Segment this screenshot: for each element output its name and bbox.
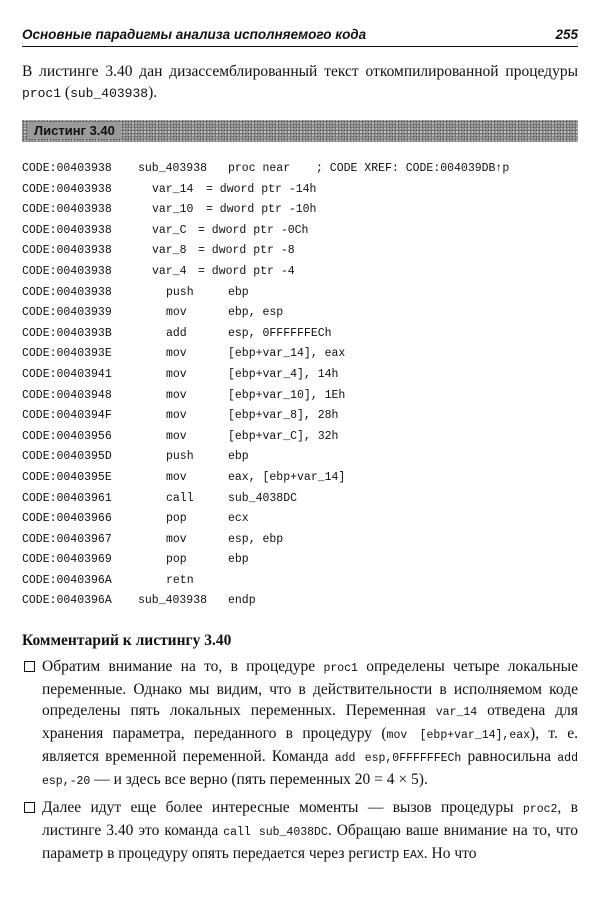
- code-mnemonic: add: [166, 326, 187, 340]
- code-address: CODE:0040393B: [22, 326, 112, 340]
- code-line: [22, 368, 578, 389]
- inline-code: sub_403938: [70, 86, 149, 101]
- code-address: CODE:00403969: [22, 553, 112, 567]
- code-mnemonic: mov: [166, 470, 187, 484]
- code-line: [22, 183, 578, 204]
- intro-paragraph: [22, 61, 578, 104]
- code-mnemonic: push: [166, 285, 194, 299]
- code-mnemonic: var_14: [152, 182, 194, 196]
- code-operand: sub_4038DC: [228, 491, 298, 505]
- page-number: 255: [555, 27, 578, 42]
- code-operand: = dword ptr -8: [198, 244, 295, 258]
- code-mnemonic: retn: [166, 573, 194, 587]
- code-mnemonic: proc near: [228, 162, 291, 175]
- code-operand: = dword ptr -0Ch: [198, 223, 309, 237]
- code-address: CODE:0040395E: [22, 470, 112, 484]
- code-mnemonic: mov: [166, 347, 187, 361]
- code-line: [22, 347, 578, 368]
- code-line: [22, 224, 578, 245]
- code-operand: eax, [ebp+var_14]: [228, 470, 346, 484]
- code-line: [22, 430, 578, 451]
- code-mnemonic: var_C: [152, 223, 187, 237]
- code-operand: ebp: [228, 553, 249, 567]
- code-mnemonic: mov: [166, 367, 187, 381]
- intro-text: ).: [148, 84, 158, 101]
- intro-text: (: [61, 84, 71, 101]
- code-line: [22, 265, 578, 286]
- code-operand: esp, ebp: [228, 532, 284, 546]
- running-head: [22, 27, 578, 47]
- inline-code: mov [ebp+var_14],eax: [386, 729, 531, 742]
- code-label: sub_403938: [138, 162, 208, 175]
- code-address: CODE:00403961: [22, 491, 112, 505]
- bullet-text: . Обращаю ваше внимание на то, что параметр в процедуру опять передается через регистр: [42, 822, 578, 862]
- code-address: CODE:0040393E: [22, 347, 112, 361]
- code-address: CODE:00403938: [22, 285, 112, 299]
- code-operand: ebp: [228, 285, 249, 299]
- code-address: CODE:0040396A: [22, 594, 112, 608]
- code-mnemonic: push: [166, 450, 194, 464]
- code-line: [22, 327, 578, 348]
- code-address: CODE:00403938: [22, 162, 112, 175]
- code-address: CODE:0040394F: [22, 409, 112, 423]
- listing-title-bar: [22, 120, 578, 142]
- code-line: [22, 594, 578, 615]
- code-label: sub_403938: [138, 594, 208, 608]
- code-mnemonic: pop: [166, 512, 187, 526]
- bullet-box-icon: [24, 802, 35, 813]
- code-line: [22, 306, 578, 327]
- inline-code: add esp,0FFFFFFECh: [334, 752, 462, 765]
- code-mnemonic: call: [166, 491, 194, 505]
- code-operand: ebp, esp: [228, 306, 284, 320]
- code-mnemonic: mov: [166, 388, 187, 402]
- code-line: [22, 286, 578, 307]
- commentary-list: [22, 656, 578, 871]
- code-operand: [ebp+var_4], 14h: [228, 367, 339, 381]
- code-address: CODE:00403941: [22, 367, 112, 381]
- code-line: [22, 389, 578, 410]
- code-address: CODE:00403948: [22, 388, 112, 402]
- code-address: CODE:00403967: [22, 532, 112, 546]
- chapter-title: Основные парадигмы анализа исполняемого кода: [22, 27, 367, 42]
- bullet-text: . Но что: [423, 845, 477, 862]
- code-line: [22, 203, 578, 224]
- code-mnemonic: mov: [166, 409, 187, 423]
- code-address: CODE:0040396A: [22, 573, 112, 587]
- code-operand: = dword ptr -4: [198, 264, 295, 278]
- code-line: [22, 574, 578, 595]
- inline-code: proc1: [22, 86, 62, 101]
- inline-code: proc2: [522, 803, 558, 816]
- commentary-bullet: [22, 797, 578, 866]
- code-line: [22, 471, 578, 492]
- code-address: CODE:00403966: [22, 512, 112, 526]
- code-mnemonic: var_8: [152, 244, 187, 258]
- bullet-text: Обратим внимание на то, в процедуре: [42, 658, 324, 675]
- bullet-text: определены четыре локальные переменные. Однако мы видим, что в действительности в исполняемом коде определены пять локальных переменных. Переменная: [42, 658, 578, 719]
- inline-code: proc1: [323, 662, 358, 675]
- code-line: [22, 512, 578, 533]
- code-address: CODE:00403938: [22, 264, 112, 278]
- code-address: CODE:00403938: [22, 244, 112, 258]
- header-rule: [22, 46, 578, 47]
- code-operand: ; CODE XREF: CODE:004039DB↑p: [316, 162, 510, 175]
- code-mnemonic: mov: [166, 306, 187, 320]
- code-address: CODE:00403938: [22, 223, 112, 237]
- inline-code: var_14: [435, 706, 478, 719]
- code-operand: [ebp+var_8], 28h: [228, 409, 339, 423]
- bullet-box-icon: [24, 661, 35, 672]
- inline-code: call sub_4038DC: [223, 826, 328, 839]
- code-address: CODE:00403938: [22, 203, 112, 217]
- code-mnemonic: var_4: [152, 264, 187, 278]
- code-line: [22, 409, 578, 430]
- bullet-text: равносильна: [461, 748, 558, 765]
- code-operand: ecx: [228, 512, 249, 526]
- code-line: [22, 533, 578, 554]
- code-line: [22, 553, 578, 574]
- bullet-text: — и здесь все верно (пять переменных 20 = 4 × 5).: [90, 771, 428, 788]
- code-operand: ebp: [228, 450, 249, 464]
- code-operand: [ebp+var_C], 32h: [228, 429, 339, 443]
- commentary-heading: Комментарий к листингу 3.40: [22, 632, 232, 649]
- code-line: [22, 450, 578, 471]
- code-mnemonic: var_10: [152, 203, 194, 217]
- code-address: CODE:00403939: [22, 306, 112, 320]
- bullet-text: , в листинге 3.40 это команда: [42, 799, 578, 839]
- code-operand: = dword ptr -14h: [206, 182, 317, 196]
- inline-code: add esp,-20: [42, 752, 578, 788]
- code-address: CODE:00403938: [22, 182, 112, 196]
- code-mnemonic: mov: [166, 532, 187, 546]
- commentary-bullet: [22, 656, 578, 792]
- code-mnemonic: mov: [166, 429, 187, 443]
- code-operand: [ebp+var_10], 1Eh: [228, 388, 346, 402]
- code-listing: [22, 162, 578, 615]
- intro-text: В листинге 3.40 дан дизассемблированный текст откомпилированной процедуры: [22, 63, 578, 80]
- code-line: [22, 492, 578, 513]
- bullet-text: отведена для хранения параметра, переданного в процедуру (: [42, 702, 579, 742]
- code-mnemonic: endp: [228, 594, 256, 608]
- code-line: [22, 244, 578, 265]
- code-operand: [ebp+var_14], eax: [228, 347, 346, 361]
- code-mnemonic: pop: [166, 553, 187, 567]
- code-operand: = dword ptr -10h: [206, 203, 317, 217]
- inline-code: EAX: [403, 849, 424, 862]
- bullet-text: Далее идут еще более интересные моменты — вызов процедуры: [42, 799, 523, 816]
- code-line: [22, 162, 578, 183]
- code-operand: esp, 0FFFFFFECh: [228, 326, 332, 340]
- code-address: CODE:00403956: [22, 429, 112, 443]
- code-address: CODE:0040395D: [22, 450, 112, 464]
- listing-label: Листинг 3.40: [28, 122, 121, 139]
- bullet-text: ), т. е. является временной переменной. Команда: [42, 725, 579, 765]
